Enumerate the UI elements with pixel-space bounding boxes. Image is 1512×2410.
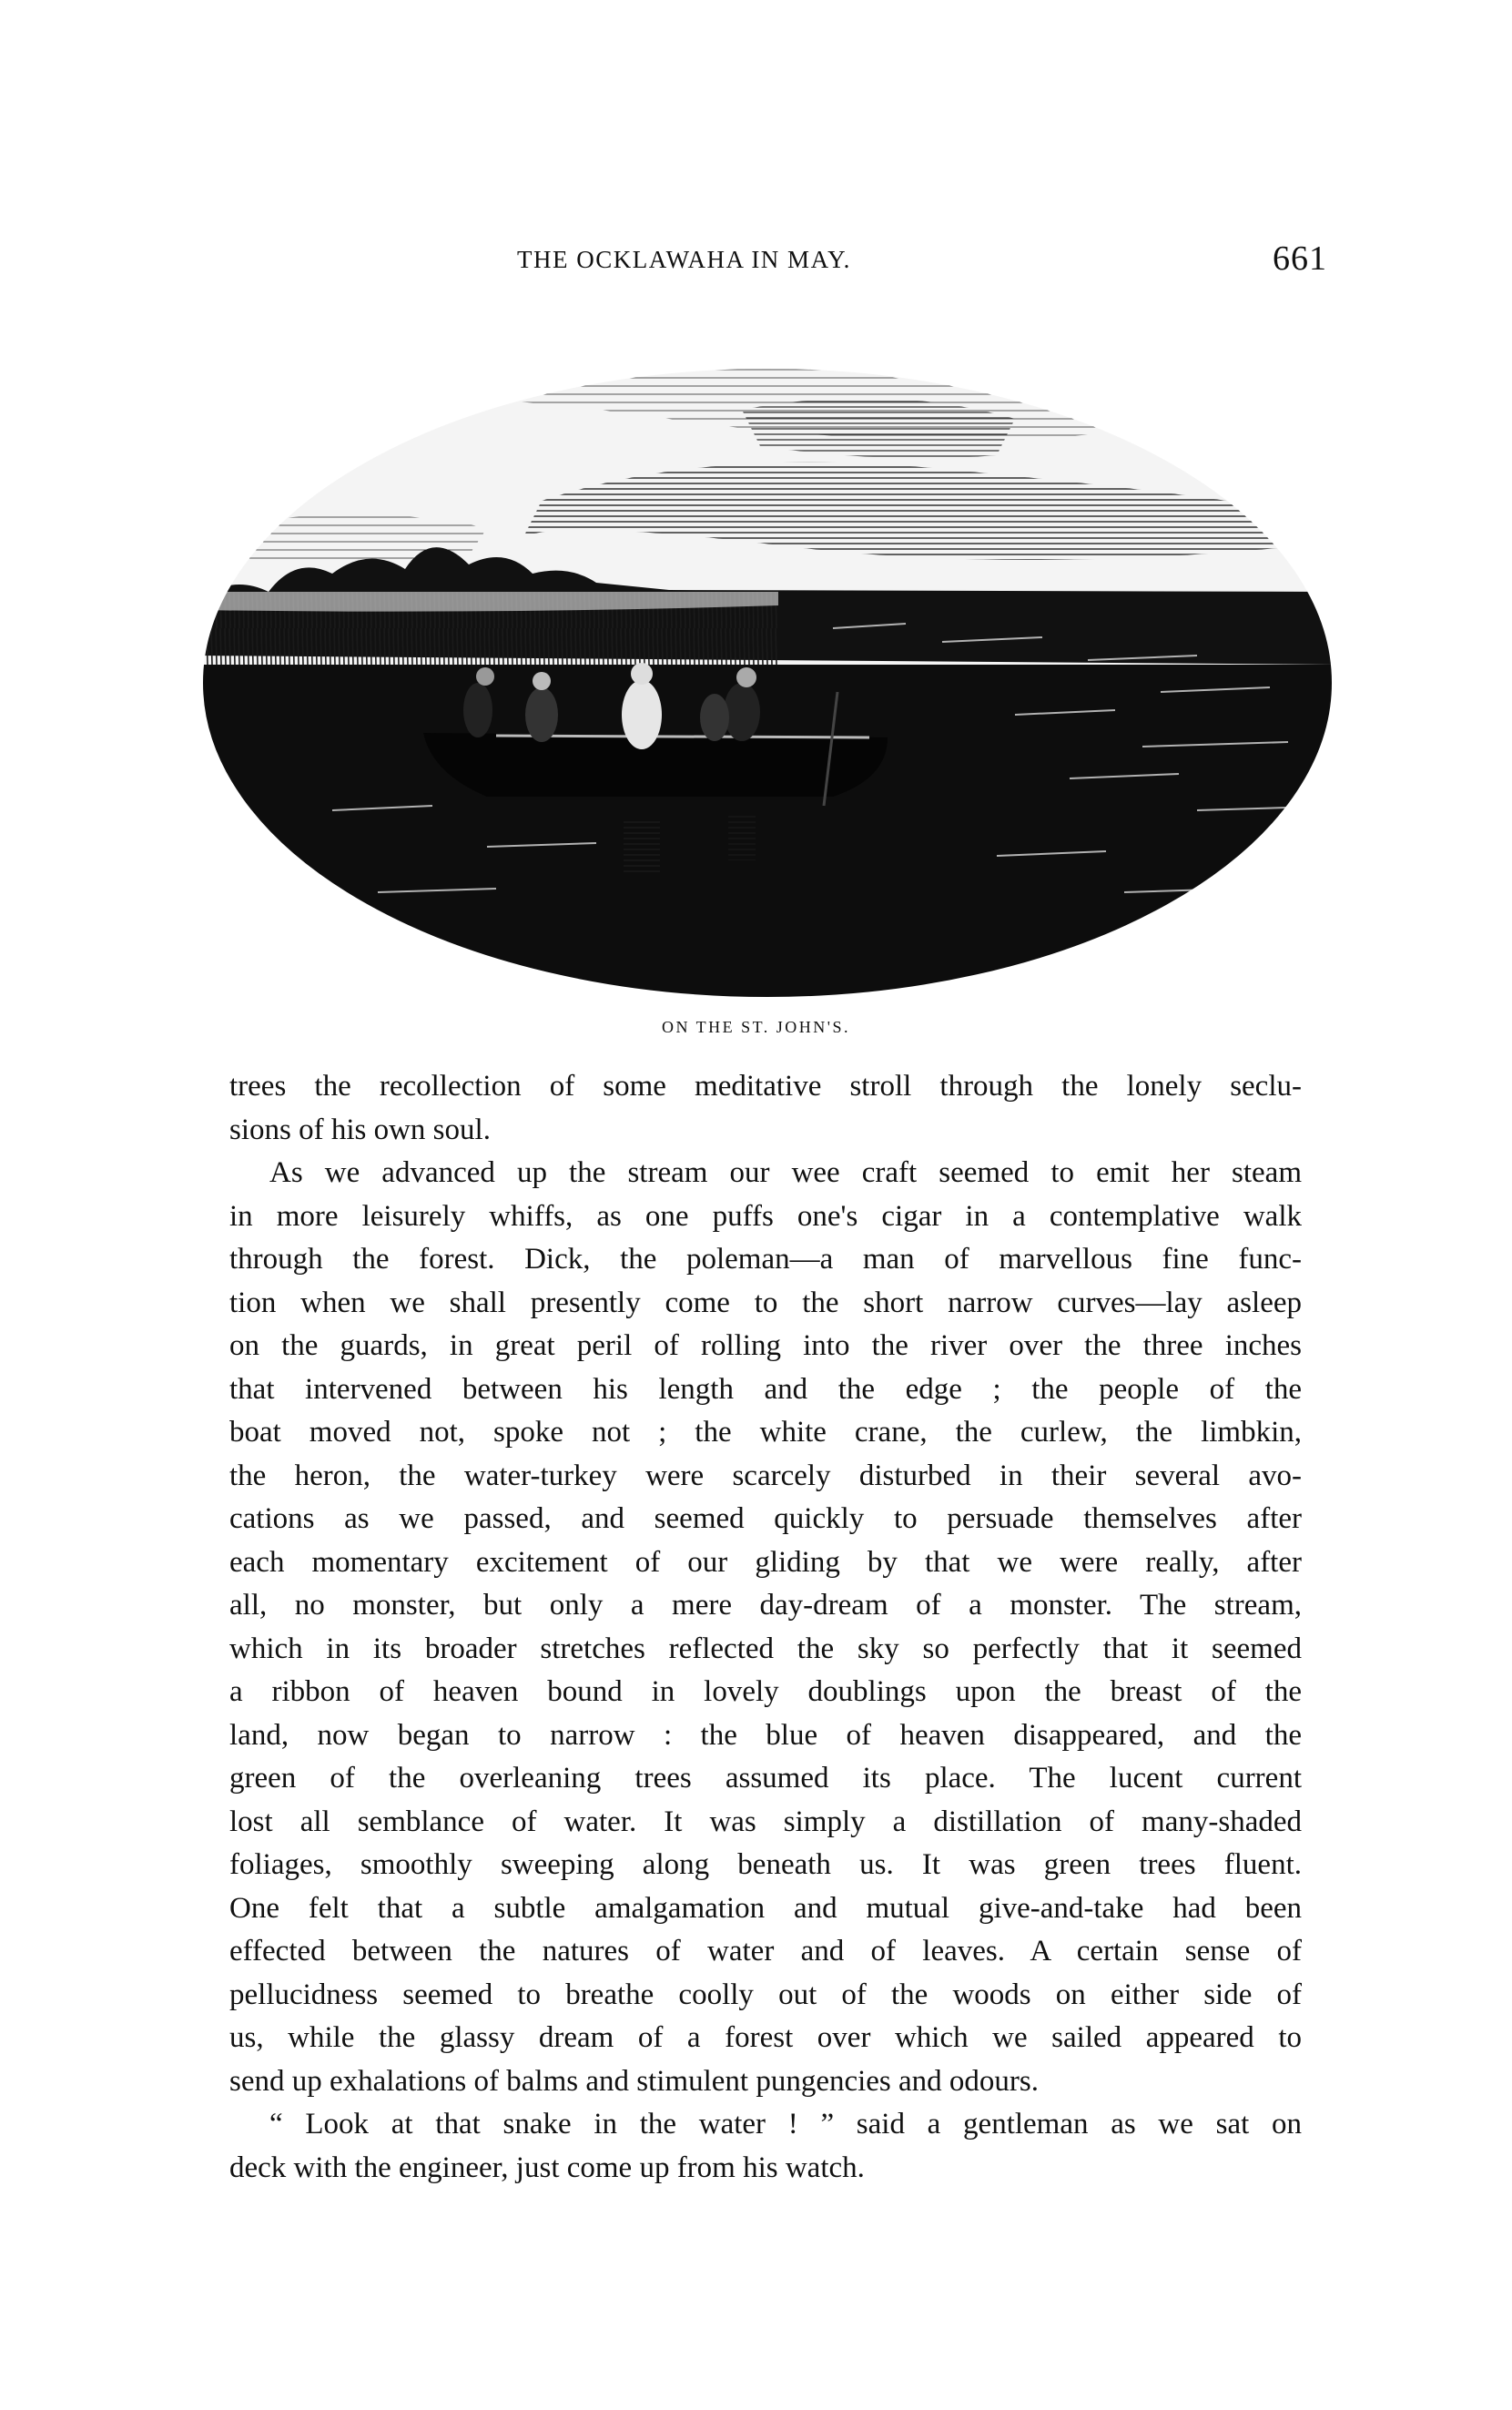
text-line: effected between the natures of water and of leaves. A certain sense of bbox=[229, 1935, 1302, 1968]
engraving-image bbox=[196, 300, 1338, 1002]
paragraph bbox=[229, 2103, 1302, 2190]
figure-caption: ON THE ST. JOHN'S. bbox=[661, 1018, 851, 1036]
page-number: 661 bbox=[1273, 239, 1327, 278]
text-line: in more leisurely whiffs, as one puffs one's cigar in a contemplative walk bbox=[229, 1199, 1302, 1233]
text-line: pellucidness seemed to breathe coolly out of the woods on either side of bbox=[229, 1978, 1302, 2011]
text-line: green of the overleaning trees assumed its place. The lucent current bbox=[229, 1762, 1302, 1795]
text-line: all, no monster, but only a mere day-dream of a monster. The stream, bbox=[229, 1589, 1302, 1622]
text-line: boat moved not, spoke not ; the white crane, the curlew, the limbkin, bbox=[229, 1416, 1302, 1449]
text-line: on the guards, in great peril of rolling into the river over the three inches bbox=[229, 1329, 1302, 1362]
text-line: a ribbon of heaven bound in lovely doublings upon the breast of the bbox=[229, 1675, 1302, 1708]
text-line: cations as we passed, and seemed quickly to persuade themselves after bbox=[229, 1502, 1302, 1535]
text-line: us, while the glassy dream of a forest over which we sailed appeared to bbox=[229, 2021, 1302, 2054]
running-head bbox=[235, 239, 1327, 284]
text-line: the heron, the water-turkey were scarcely disturbed in their several avo- bbox=[229, 1459, 1302, 1492]
text-line: that intervened between his length and the edge ; the people of the bbox=[229, 1372, 1302, 1406]
paragraph bbox=[229, 1152, 1302, 2103]
text-line: which in its broader stretches reflected the sky so perfectly that it seemed bbox=[229, 1632, 1302, 1665]
text-line: through the forest. Dick, the poleman—a man of marvellous fine func- bbox=[229, 1243, 1302, 1276]
text-line: deck with the engineer, just come up from his watch. bbox=[229, 2151, 865, 2184]
text-line: lost all semblance of water. It was simply a distillation of many-shaded bbox=[229, 1805, 1302, 1838]
engraving-illustration bbox=[196, 300, 1338, 1002]
running-title: THE OCKLAWAHA IN MAY. bbox=[517, 246, 851, 273]
text-line: One felt that a subtle amalgamation and mutual give-and-take had been bbox=[229, 1891, 1302, 1925]
paragraph bbox=[229, 1065, 1302, 1152]
text-line: foliages, smoothly sweeping along beneath us. It was green trees fluent. bbox=[229, 1848, 1302, 1881]
text-line: send up exhalations of balms and stimulent pungencies and odours. bbox=[229, 2064, 1040, 2098]
text-line: As we advanced up the stream our wee craft seemed to emit her steam bbox=[269, 1156, 1302, 1189]
text-line: land, now began to narrow : the blue of heaven disappeared, and the bbox=[229, 1718, 1302, 1752]
body-text bbox=[229, 1065, 1302, 2190]
text-line: sions of his own soul. bbox=[229, 1113, 491, 1146]
text-line: trees the recollection of some meditative stroll through the lonely seclu- bbox=[229, 1070, 1302, 1103]
text-line: “ Look at that snake in the water ! ” said a gentleman as we sat on bbox=[269, 2108, 1302, 2141]
text-line: tion when we shall presently come to the short narrow curves—lay asleep bbox=[229, 1286, 1302, 1319]
text-line: each momentary excitement of our gliding by that we were really, after bbox=[229, 1545, 1302, 1579]
